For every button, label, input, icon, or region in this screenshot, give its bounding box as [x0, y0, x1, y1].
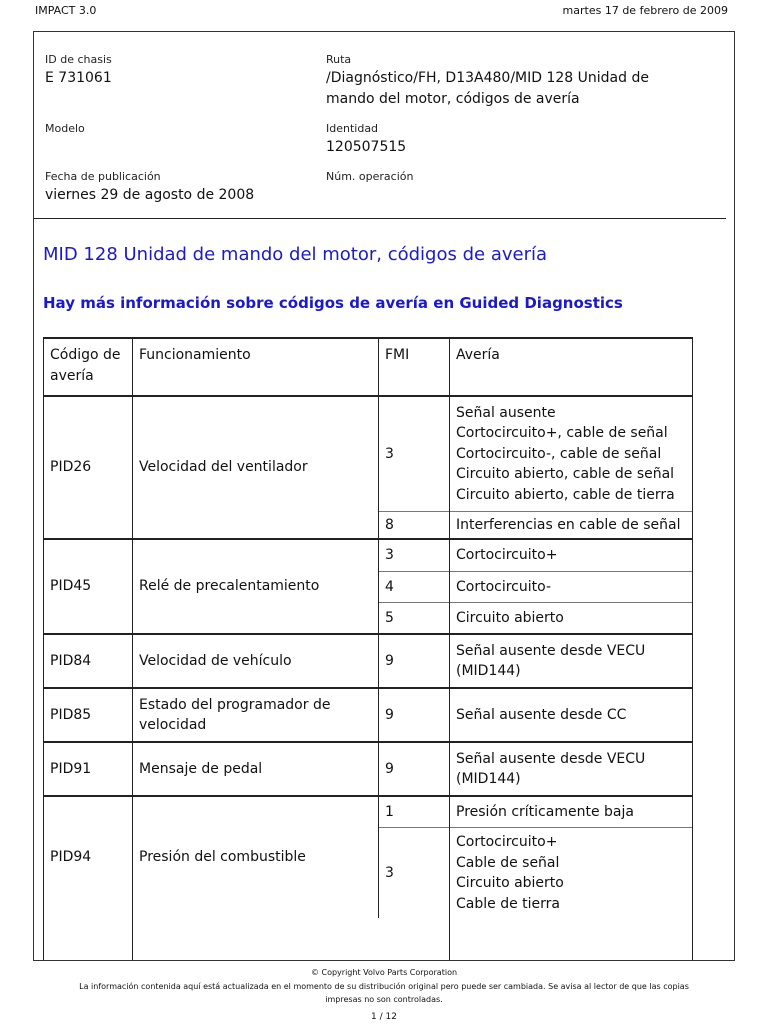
table-row: [44, 796, 693, 828]
model-field: [45, 122, 85, 137]
function-line: velocidad: [139, 717, 207, 733]
cell-fault: [450, 396, 693, 512]
table-header-row: [44, 338, 693, 396]
table-row: [44, 688, 693, 742]
cell-code: PID84: [44, 634, 133, 688]
opnum-label: Núm. operación: [326, 170, 414, 183]
cell-code: PID45: [44, 539, 133, 634]
fault-line: Circuito abierto, cable de señal: [456, 466, 675, 483]
table-row: [44, 742, 693, 796]
header-code-line: avería: [50, 367, 94, 384]
fault-line: Señal ausente: [456, 404, 556, 421]
header-fmi: FMI: [379, 338, 450, 396]
copyright: © Copyright Volvo Parts Corporation: [310, 968, 458, 977]
cell-empty: [450, 918, 693, 961]
identity-value: 120507515: [326, 139, 407, 155]
table-row-continuation: [44, 918, 693, 961]
notice-line: La información contenida aquí está actualizada en el momento de su distribución original pero puede ser cambiada. Se avisa al lector de que las copias: [79, 981, 689, 991]
cell-code: PID94: [44, 796, 133, 918]
cell-fault: Presión críticamente baja: [450, 796, 693, 828]
fault-line: Cortocircuito+: [456, 834, 558, 850]
function-line: Estado del programador de: [139, 696, 331, 713]
route-value: [326, 68, 649, 110]
cell-fault: Cortocircuito+: [450, 539, 693, 572]
cell-fmi: 1: [379, 796, 450, 828]
chassis-field: [45, 53, 112, 89]
cell-fmi: 8: [379, 512, 450, 540]
cell-function: Presión del combustible: [133, 796, 379, 918]
cell-fault: Cortocircuito-: [450, 572, 693, 603]
cell-fmi: 9: [379, 634, 450, 688]
guided-diagnostics-link[interactable]: Hay más información sobre códigos de avería en Guided Diagnostics: [43, 294, 623, 312]
cell-function: Velocidad del ventilador: [133, 396, 379, 539]
fault-line: Circuito abierto: [456, 875, 564, 891]
fault-line: Cortocircuito-, cable de señal: [456, 445, 662, 462]
top-bar: [35, 4, 728, 18]
fault-line: Cortocircuito+, cable de señal: [456, 425, 668, 442]
cell-code: PID26: [44, 396, 133, 539]
document-frame: [33, 31, 735, 961]
cell-code: PID85: [44, 688, 133, 742]
cell-fmi: 3: [379, 539, 450, 572]
notice-line: impresas no son controladas.: [325, 995, 443, 1004]
fault-code-table: [43, 337, 693, 961]
page-title: MID 128 Unidad de mando del motor, códigos de avería: [43, 244, 548, 265]
pubdate-label: Fecha de publicación: [45, 170, 161, 183]
table-row: [44, 396, 693, 512]
chassis-label: ID de chasis: [45, 53, 112, 66]
header-fault: Avería: [450, 338, 693, 396]
cell-fault: [450, 828, 693, 919]
cell-fault: [450, 742, 693, 796]
cell-fmi: 9: [379, 742, 450, 796]
cell-empty: [44, 918, 133, 961]
cell-fmi: 5: [379, 603, 450, 635]
cell-fault: Interferencias en cable de señal: [450, 512, 693, 540]
cell-fault: Señal ausente desde CC: [450, 688, 693, 742]
cell-fault: [450, 634, 693, 688]
page-number: 1 / 12: [371, 1011, 397, 1022]
cell-fmi: 4: [379, 572, 450, 603]
opnum-field: [326, 170, 413, 185]
identity-field: [326, 122, 406, 158]
app-name: IMPACT 3.0: [35, 4, 97, 17]
cell-fmi: 3: [379, 396, 450, 512]
header-function: Funcionamiento: [133, 338, 379, 396]
pubdate-value: viernes 29 de agosto de 2008: [45, 187, 255, 203]
cell-code: PID91: [44, 742, 133, 796]
cell-function: Velocidad de vehículo: [133, 634, 379, 688]
cell-function: Mensaje de pedal: [133, 742, 379, 796]
model-label: Modelo: [45, 122, 85, 135]
header-code-line: Código de: [50, 347, 121, 363]
fault-line: (MID144): [456, 663, 521, 679]
fault-line: Señal ausente desde VECU: [456, 750, 646, 767]
cell-empty: [133, 918, 379, 961]
route-line: /Diagnóstico/FH, D13A480/MID 128 Unidad de: [326, 70, 649, 86]
route-field: [326, 53, 649, 110]
divider: [34, 218, 726, 219]
cell-function: Relé de precalentamiento: [133, 539, 379, 634]
table-row: [44, 634, 693, 688]
pubdate-field: [45, 170, 254, 206]
cell-fmi: 3: [379, 828, 450, 919]
fault-line: Circuito abierto, cable de tierra: [456, 486, 675, 503]
cell-empty: [379, 918, 450, 961]
table-row: [44, 539, 693, 572]
fault-line: Señal ausente desde VECU: [456, 642, 646, 659]
fault-line: Cable de tierra: [456, 895, 560, 912]
route-line: mando del motor, códigos de avería: [326, 91, 580, 107]
header-code: [44, 338, 133, 396]
route-label: Ruta: [326, 53, 352, 66]
cell-function: [133, 688, 379, 742]
footer: [0, 966, 768, 1024]
fault-line: Cable de señal: [456, 854, 560, 871]
cell-fmi: 9: [379, 688, 450, 742]
chassis-value: E 731061: [45, 70, 112, 86]
identity-label: Identidad: [326, 122, 379, 135]
cell-fault: Circuito abierto: [450, 603, 693, 635]
fault-line: (MID144): [456, 771, 521, 787]
print-date: martes 17 de febrero de 2009: [562, 4, 728, 17]
